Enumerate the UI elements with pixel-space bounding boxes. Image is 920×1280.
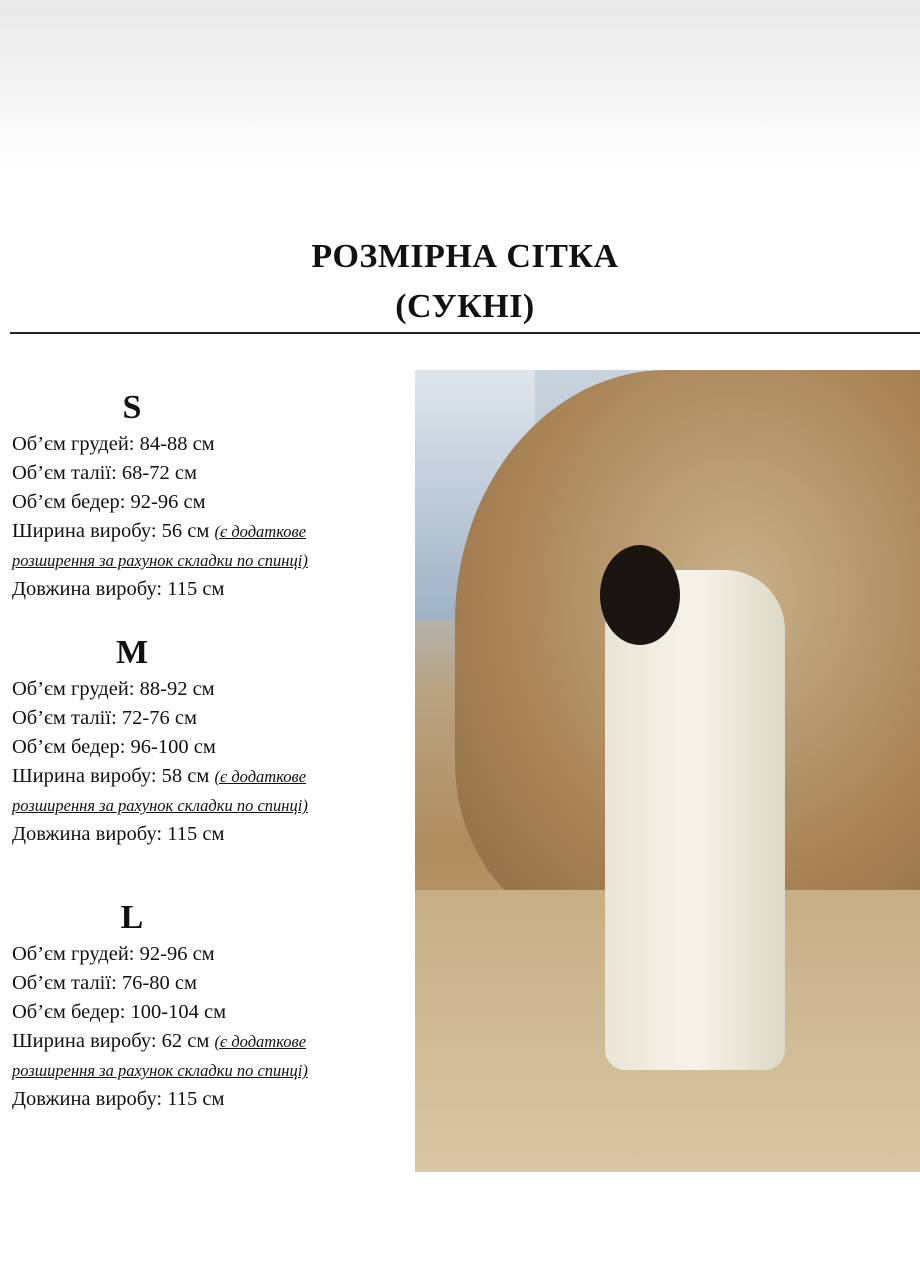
page-subtitle: (СУКНІ) <box>395 288 535 325</box>
chest: Об’єм грудей: 92-96 см <box>12 943 215 965</box>
width-note: (є додаткове розширення за рахунок складки по спинці) <box>12 767 308 815</box>
size-block-m <box>12 633 382 849</box>
hips: Об’єм бедер: 96-100 см <box>12 736 216 758</box>
waist: Об’єм талії: 68-72 см <box>12 462 197 484</box>
size-block-l <box>12 898 382 1114</box>
length: Довжина виробу: 115 см <box>12 578 225 600</box>
page-title: РОЗМІРНА СІТКА <box>311 238 619 275</box>
waist: Об’єм талії: 72-76 см <box>12 707 197 729</box>
waist: Об’єм талії: 76-80 см <box>12 972 197 994</box>
model-photo <box>415 370 920 1172</box>
width-label: Ширина виробу: 56 см <box>12 520 215 542</box>
model-hair <box>600 545 680 645</box>
hips: Об’єм бедер: 100-104 см <box>12 1001 227 1023</box>
width-note: (є додаткове розширення за рахунок складки по спинці) <box>12 1032 308 1080</box>
size-heading: M <box>115 634 149 671</box>
size-heading: L <box>120 899 144 936</box>
chest: Об’єм грудей: 88-92 см <box>12 678 215 700</box>
width-note: (є додаткове розширення за рахунок складки по спинці) <box>12 522 308 570</box>
divider <box>10 332 920 334</box>
white-dress <box>605 570 785 1070</box>
width-label: Ширина виробу: 62 см <box>12 1030 215 1052</box>
top-background <box>0 0 920 170</box>
width-label: Ширина виробу: 58 см <box>12 765 215 787</box>
length: Довжина виробу: 115 см <box>12 1088 225 1110</box>
hips: Об’єм бедер: 92-96 см <box>12 491 206 513</box>
chest: Об’єм грудей: 84-88 см <box>12 433 215 455</box>
width <box>12 762 382 820</box>
size-block-s <box>12 388 382 604</box>
size-heading: S <box>122 389 142 426</box>
width <box>12 1027 382 1085</box>
width <box>12 517 382 575</box>
length: Довжина виробу: 115 см <box>12 823 225 845</box>
